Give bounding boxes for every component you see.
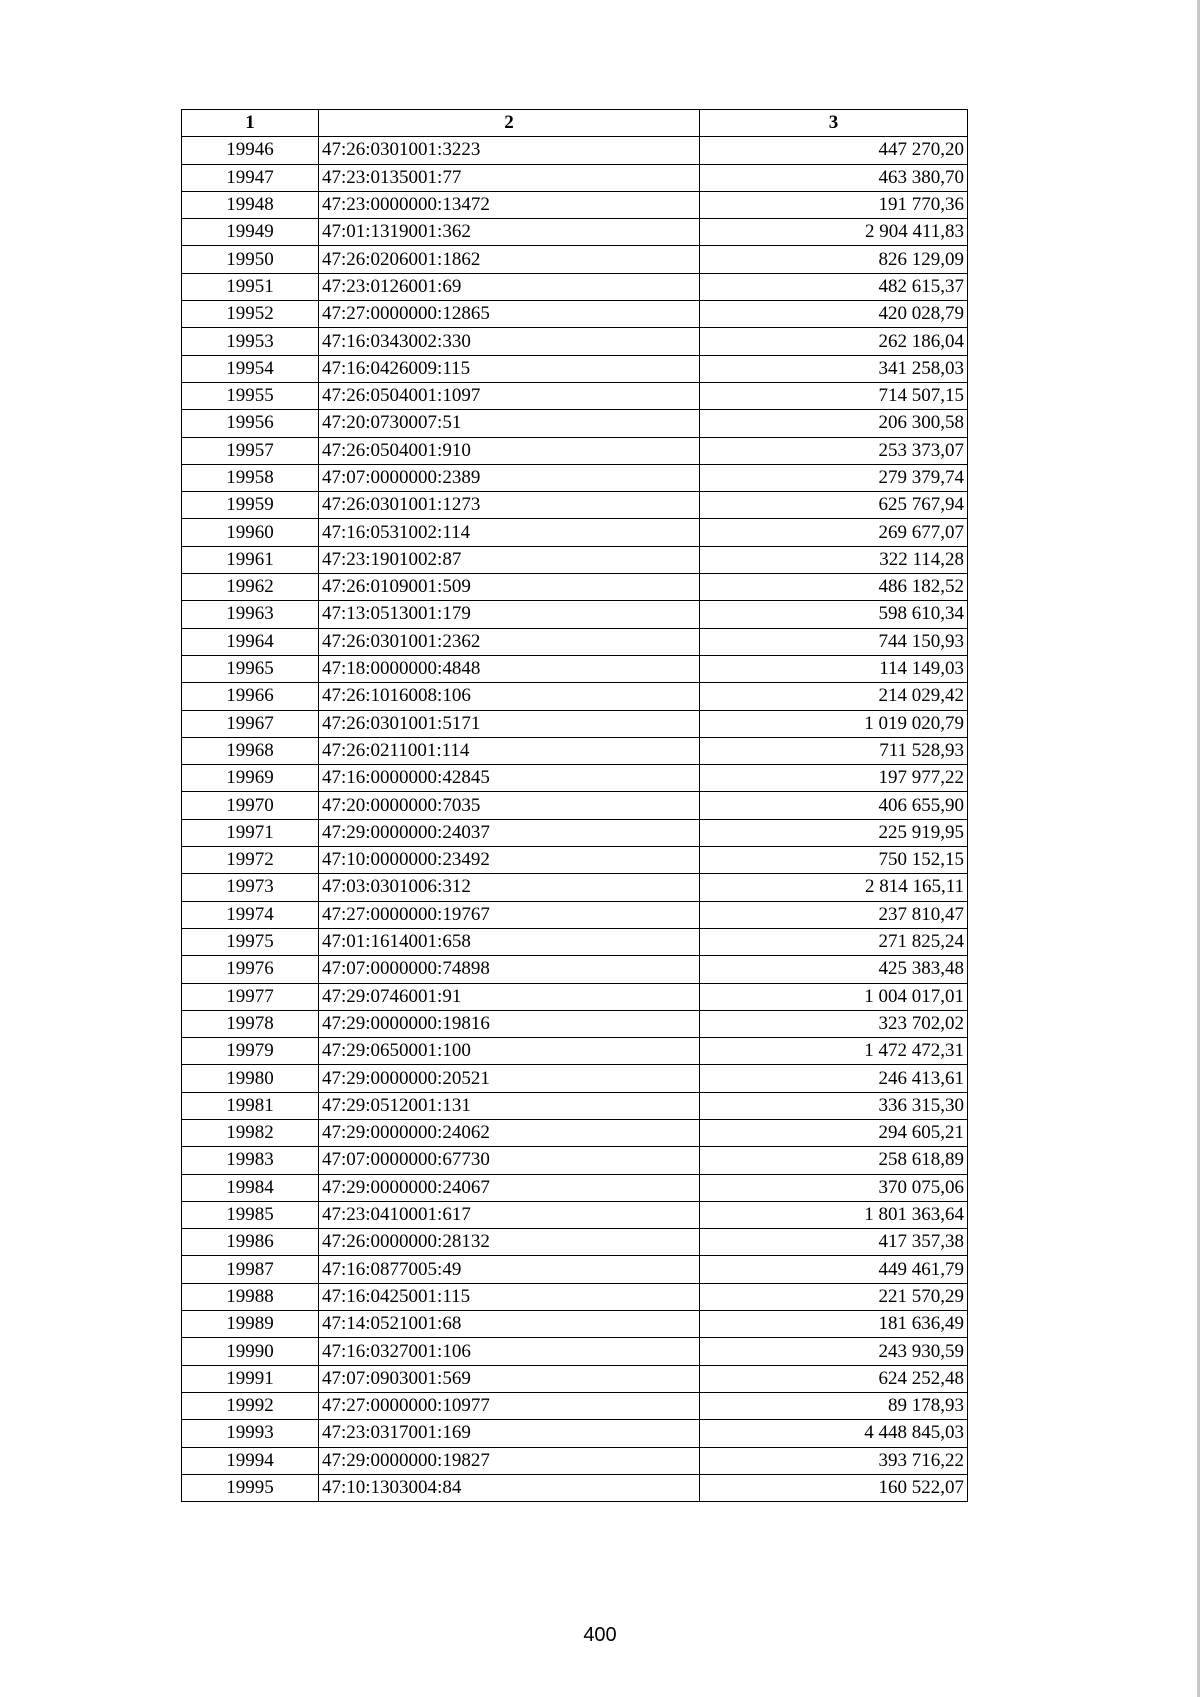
table-row: [182, 464, 968, 491]
header-row: [182, 110, 968, 137]
table-row: [182, 1201, 968, 1228]
cadastral-number-cell: 47:29:0000000:24037: [319, 819, 700, 846]
cadastral-value-cell: 420 028,79: [700, 301, 968, 328]
row-number-cell: 19971: [182, 819, 319, 846]
table-row: [182, 1365, 968, 1392]
table-row: [182, 1256, 968, 1283]
row-number-cell: 19983: [182, 1147, 319, 1174]
row-number-cell: 19985: [182, 1201, 319, 1228]
cadastral-number-cell: 47:16:0000000:42845: [319, 765, 700, 792]
cadastral-number-cell: 47:10:1303004:84: [319, 1474, 700, 1501]
table-row: [182, 819, 968, 846]
cadastral-number-cell: 47:16:0425001:115: [319, 1283, 700, 1310]
table-row: [182, 137, 968, 164]
cadastral-value-cell: 711 528,93: [700, 737, 968, 764]
cadastral-value-cell: 214 029,42: [700, 683, 968, 710]
row-number-cell: 19968: [182, 737, 319, 764]
row-number-cell: 19977: [182, 983, 319, 1010]
row-number-cell: 19954: [182, 355, 319, 382]
cadastral-value-cell: 2 814 165,11: [700, 874, 968, 901]
cadastral-number-cell: 47:23:1901002:87: [319, 546, 700, 573]
cadastral-value-cell: 323 702,02: [700, 1010, 968, 1037]
table-row: [182, 1392, 968, 1419]
row-number-cell: 19984: [182, 1174, 319, 1201]
cadastral-number-cell: 47:16:0327001:106: [319, 1338, 700, 1365]
cadastral-number-cell: 47:26:0504001:1097: [319, 382, 700, 409]
table-row: [182, 355, 968, 382]
row-number-cell: 19952: [182, 301, 319, 328]
cadastral-number-cell: 47:01:1614001:658: [319, 928, 700, 955]
cadastral-value-cell: 1 019 020,79: [700, 710, 968, 737]
cadastral-number-cell: 47:29:0000000:24062: [319, 1119, 700, 1146]
table-row: [182, 546, 968, 573]
cadastral-value-cell: 114 149,03: [700, 655, 968, 682]
cadastral-number-cell: 47:26:1016008:106: [319, 683, 700, 710]
row-number-cell: 19966: [182, 683, 319, 710]
column-header-1: 1: [182, 110, 319, 137]
table-row: [182, 246, 968, 273]
table-body: [182, 137, 968, 1502]
cadastral-number-cell: 47:29:0000000:19816: [319, 1010, 700, 1037]
row-number-cell: 19974: [182, 901, 319, 928]
cadastral-number-cell: 47:26:0301001:2362: [319, 628, 700, 655]
cadastral-number-cell: 47:26:0301001:3223: [319, 137, 700, 164]
table-row: [182, 164, 968, 191]
row-number-cell: 19964: [182, 628, 319, 655]
table-row: [182, 1174, 968, 1201]
table-row: [182, 1119, 968, 1146]
cadastral-value-cell: 482 615,37: [700, 273, 968, 300]
row-number-cell: 19980: [182, 1065, 319, 1092]
cadastral-number-cell: 47:29:0512001:131: [319, 1092, 700, 1119]
table-row: [182, 1147, 968, 1174]
cadastral-value-cell: 624 252,48: [700, 1365, 968, 1392]
row-number-cell: 19967: [182, 710, 319, 737]
table-row: [182, 1229, 968, 1256]
table-row: [182, 437, 968, 464]
cadastral-value-cell: 221 570,29: [700, 1283, 968, 1310]
cadastral-number-cell: 47:07:0000000:2389: [319, 464, 700, 491]
row-number-cell: 19982: [182, 1119, 319, 1146]
cadastral-value-cell: 206 300,58: [700, 410, 968, 437]
cadastral-value-cell: 417 357,38: [700, 1229, 968, 1256]
table-row: [182, 492, 968, 519]
table-row: [182, 628, 968, 655]
cadastral-number-cell: 47:26:0109001:509: [319, 574, 700, 601]
cadastral-value-cell: 269 677,07: [700, 519, 968, 546]
cadastral-value-cell: 447 270,20: [700, 137, 968, 164]
row-number-cell: 19991: [182, 1365, 319, 1392]
table-row: [182, 273, 968, 300]
cadastral-value-cell: 625 767,94: [700, 492, 968, 519]
table-row: [182, 1474, 968, 1501]
cadastral-number-cell: 47:23:0126001:69: [319, 273, 700, 300]
table-row: [182, 1092, 968, 1119]
table-row: [182, 382, 968, 409]
cadastral-value-cell: 826 129,09: [700, 246, 968, 273]
cadastral-number-cell: 47:18:0000000:4848: [319, 655, 700, 682]
cadastral-value-cell: 271 825,24: [700, 928, 968, 955]
table-row: [182, 1010, 968, 1037]
row-number-cell: 19988: [182, 1283, 319, 1310]
table-row: [182, 901, 968, 928]
table-row: [182, 683, 968, 710]
cadastral-value-cell: 253 373,07: [700, 437, 968, 464]
table-row: [182, 410, 968, 437]
table-row: [182, 847, 968, 874]
cadastral-value-cell: 197 977,22: [700, 765, 968, 792]
table-row: [182, 792, 968, 819]
row-number-cell: 19975: [182, 928, 319, 955]
cadastral-number-cell: 47:01:1319001:362: [319, 219, 700, 246]
row-number-cell: 19986: [182, 1229, 319, 1256]
table-row: [182, 1065, 968, 1092]
cadastral-value-cell: 744 150,93: [700, 628, 968, 655]
cadastral-value-cell: 246 413,61: [700, 1065, 968, 1092]
cadastral-value-cell: 279 379,74: [700, 464, 968, 491]
cadastral-value-cell: 89 178,93: [700, 1392, 968, 1419]
table-row: [182, 219, 968, 246]
cadastral-value-cell: 336 315,30: [700, 1092, 968, 1119]
row-number-cell: 19947: [182, 164, 319, 191]
row-number-cell: 19970: [182, 792, 319, 819]
cadastral-value-cell: 262 186,04: [700, 328, 968, 355]
row-number-cell: 19958: [182, 464, 319, 491]
row-number-cell: 19992: [182, 1392, 319, 1419]
row-number-cell: 19994: [182, 1447, 319, 1474]
cadastral-number-cell: 47:20:0730007:51: [319, 410, 700, 437]
table-row: [182, 1283, 968, 1310]
cadastral-number-cell: 47:29:0000000:20521: [319, 1065, 700, 1092]
cadastral-value-cell: 191 770,36: [700, 191, 968, 218]
cadastral-value-cell: 225 919,95: [700, 819, 968, 846]
table-row: [182, 765, 968, 792]
cadastral-number-cell: 47:16:0877005:49: [319, 1256, 700, 1283]
cadastral-value-cell: 294 605,21: [700, 1119, 968, 1146]
table-row: [182, 710, 968, 737]
cadastral-value-cell: 322 114,28: [700, 546, 968, 573]
cadastral-number-cell: 47:26:0301001:1273: [319, 492, 700, 519]
cadastral-number-cell: 47:07:0000000:67730: [319, 1147, 700, 1174]
cadastral-number-cell: 47:23:0410001:617: [319, 1201, 700, 1228]
row-number-cell: 19950: [182, 246, 319, 273]
page-number: 400: [583, 1624, 617, 1646]
cadastral-number-cell: 47:27:0000000:12865: [319, 301, 700, 328]
column-header-3: 3: [700, 110, 968, 137]
cadastral-number-cell: 47:23:0000000:13472: [319, 191, 700, 218]
row-number-cell: 19993: [182, 1420, 319, 1447]
row-number-cell: 19965: [182, 655, 319, 682]
column-header-2: 2: [319, 110, 700, 137]
table-row: [182, 1338, 968, 1365]
cadastral-value-cell: 243 930,59: [700, 1338, 968, 1365]
row-number-cell: 19972: [182, 847, 319, 874]
cadastral-value-cell: 258 618,89: [700, 1147, 968, 1174]
cadastral-number-cell: 47:29:0000000:24067: [319, 1174, 700, 1201]
cadastral-value-cell: 449 461,79: [700, 1256, 968, 1283]
table-row: [182, 601, 968, 628]
cadastral-value-cell: 1 472 472,31: [700, 1038, 968, 1065]
row-number-cell: 19957: [182, 437, 319, 464]
table-row: [182, 737, 968, 764]
cadastral-number-cell: 47:26:0000000:28132: [319, 1229, 700, 1256]
table-row: [182, 655, 968, 682]
row-number-cell: 19969: [182, 765, 319, 792]
cadastral-number-cell: 47:07:0000000:74898: [319, 956, 700, 983]
cadastral-number-cell: 47:26:0504001:910: [319, 437, 700, 464]
cadastral-number-cell: 47:14:0521001:68: [319, 1311, 700, 1338]
row-number-cell: 19948: [182, 191, 319, 218]
cadastral-number-cell: 47:16:0343002:330: [319, 328, 700, 355]
cadastral-number-cell: 47:16:0426009:115: [319, 355, 700, 382]
row-number-cell: 19946: [182, 137, 319, 164]
row-number-cell: 19955: [182, 382, 319, 409]
row-number-cell: 19951: [182, 273, 319, 300]
table-row: [182, 1420, 968, 1447]
table-row: [182, 1311, 968, 1338]
cadastral-value-cell: 2 904 411,83: [700, 219, 968, 246]
cadastral-number-cell: 47:13:0513001:179: [319, 601, 700, 628]
row-number-cell: 19995: [182, 1474, 319, 1501]
table-row: [182, 956, 968, 983]
cadastral-number-cell: 47:20:0000000:7035: [319, 792, 700, 819]
row-number-cell: 19990: [182, 1338, 319, 1365]
cadastral-number-cell: 47:07:0903001:569: [319, 1365, 700, 1392]
row-number-cell: 19963: [182, 601, 319, 628]
cadastral-value-cell: 1 004 017,01: [700, 983, 968, 1010]
cadastral-value-cell: 341 258,03: [700, 355, 968, 382]
cadastral-value-cell: 750 152,15: [700, 847, 968, 874]
table-row: [182, 328, 968, 355]
cadastral-number-cell: 47:10:0000000:23492: [319, 847, 700, 874]
cadastral-value-cell: 406 655,90: [700, 792, 968, 819]
row-number-cell: 19961: [182, 546, 319, 573]
cadastral-number-cell: 47:27:0000000:19767: [319, 901, 700, 928]
cadastral-number-cell: 47:26:0206001:1862: [319, 246, 700, 273]
row-number-cell: 19956: [182, 410, 319, 437]
table-row: [182, 519, 968, 546]
cadastral-number-cell: 47:29:0000000:19827: [319, 1447, 700, 1474]
cadastral-number-cell: 47:29:0746001:91: [319, 983, 700, 1010]
row-number-cell: 19962: [182, 574, 319, 601]
cadastral-number-cell: 47:26:0211001:114: [319, 737, 700, 764]
row-number-cell: 19979: [182, 1038, 319, 1065]
row-number-cell: 19981: [182, 1092, 319, 1119]
cadastral-value-cell: 463 380,70: [700, 164, 968, 191]
row-number-cell: 19949: [182, 219, 319, 246]
table-row: [182, 1447, 968, 1474]
row-number-cell: 19959: [182, 492, 319, 519]
row-number-cell: 19976: [182, 956, 319, 983]
table-row: [182, 928, 968, 955]
cadastral-number-cell: 47:16:0531002:114: [319, 519, 700, 546]
cadastral-number-cell: 47:29:0650001:100: [319, 1038, 700, 1065]
table-row: [182, 191, 968, 218]
row-number-cell: 19989: [182, 1311, 319, 1338]
table-row: [182, 301, 968, 328]
cadastral-value-cell: 237 810,47: [700, 901, 968, 928]
cadastral-number-cell: 47:23:0135001:77: [319, 164, 700, 191]
table-row: [182, 574, 968, 601]
cadastral-number-cell: 47:03:0301006:312: [319, 874, 700, 901]
cadastral-value-table: [181, 109, 968, 1502]
cadastral-value-cell: 714 507,15: [700, 382, 968, 409]
cadastral-value-cell: 1 801 363,64: [700, 1201, 968, 1228]
cadastral-value-cell: 598 610,34: [700, 601, 968, 628]
cadastral-value-cell: 425 383,48: [700, 956, 968, 983]
row-number-cell: 19973: [182, 874, 319, 901]
cadastral-number-cell: 47:26:0301001:5171: [319, 710, 700, 737]
cadastral-value-cell: 370 075,06: [700, 1174, 968, 1201]
table-header: [182, 110, 968, 137]
cadastral-value-cell: 160 522,07: [700, 1474, 968, 1501]
row-number-cell: 19978: [182, 1010, 319, 1037]
cadastral-number-cell: 47:23:0317001:169: [319, 1420, 700, 1447]
cadastral-value-cell: 486 182,52: [700, 574, 968, 601]
table-row: [182, 1038, 968, 1065]
cadastral-number-cell: 47:27:0000000:10977: [319, 1392, 700, 1419]
row-number-cell: 19953: [182, 328, 319, 355]
row-number-cell: 19987: [182, 1256, 319, 1283]
row-number-cell: 19960: [182, 519, 319, 546]
table-row: [182, 983, 968, 1010]
cadastral-value-cell: 181 636,49: [700, 1311, 968, 1338]
table-row: [182, 874, 968, 901]
cadastral-value-cell: 393 716,22: [700, 1447, 968, 1474]
cadastral-value-cell: 4 448 845,03: [700, 1420, 968, 1447]
